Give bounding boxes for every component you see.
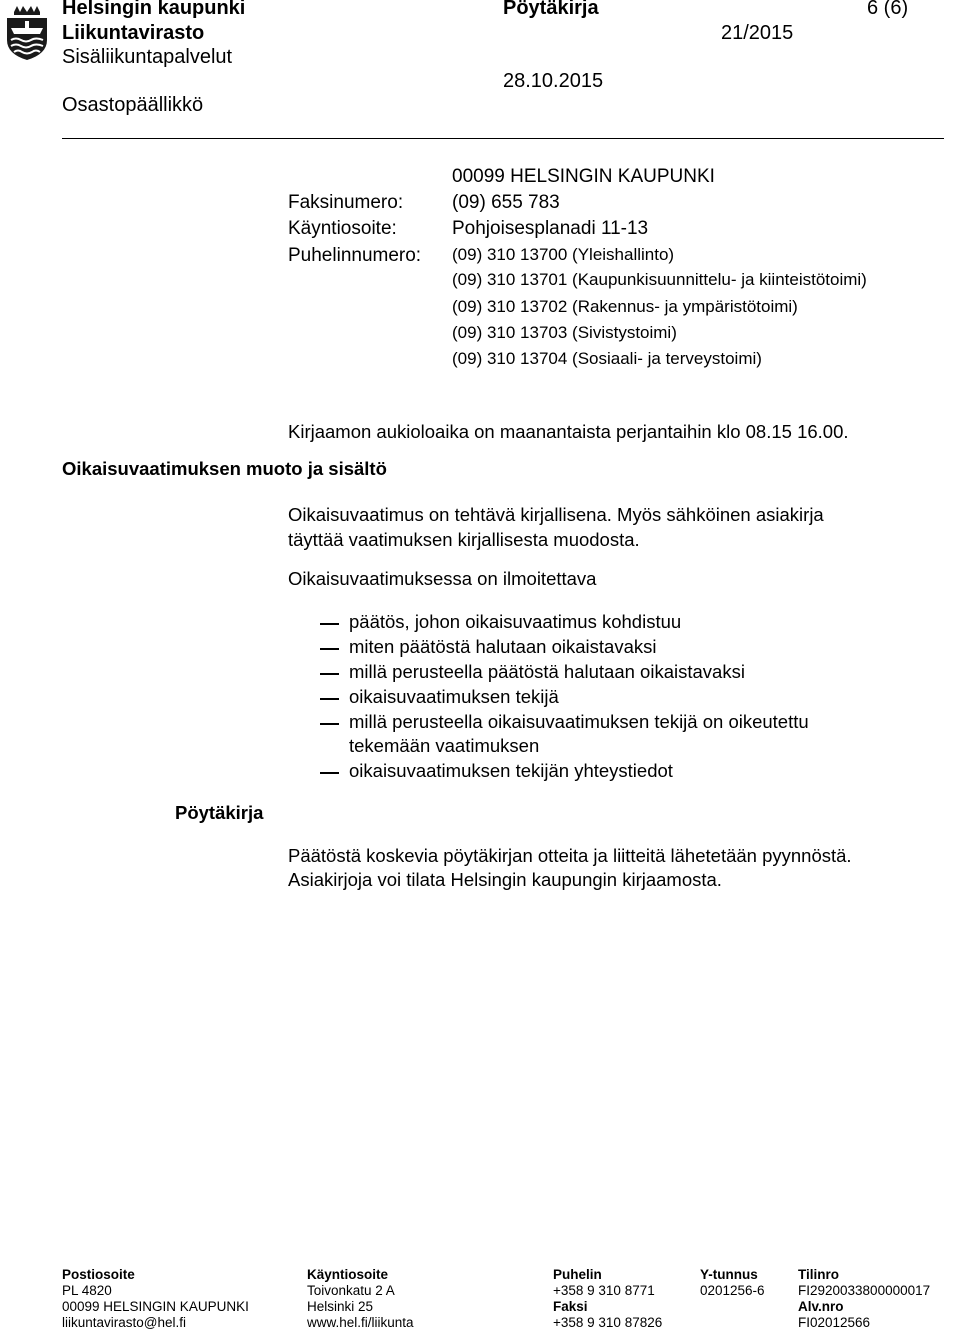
footer-phone-value: +358 9 310 8771 xyxy=(553,1283,655,1298)
footer-website: www.hel.fi/liikunta xyxy=(307,1315,414,1330)
org-name: Helsingin kaupunki xyxy=(62,0,246,19)
unit-name: Sisäliikuntapalvelut xyxy=(62,46,233,68)
section-heading-form: Oikaisuvaatimuksen muoto ja sisältö xyxy=(62,458,387,479)
minutes-line: Päätöstä koskevia pöytäkirjan otteita ja liitteitä lähetetään pyynnöstä. xyxy=(288,845,852,866)
page-number: 6 (6) xyxy=(867,0,909,19)
visit-value: Pohjoisesplanadi 11-13 xyxy=(452,218,649,239)
list-item-continuation: tekemään vaatimuksen xyxy=(349,735,540,756)
list-dash xyxy=(320,723,339,725)
phone-line: (09) 310 13703 (Sivistystoimi) xyxy=(452,323,677,342)
document-type: Pöytäkirja xyxy=(503,0,599,19)
document-date: 28.10.2015 xyxy=(503,70,604,92)
footer-ytunnus-heading: Y-tunnus xyxy=(700,1267,758,1282)
list-item: millä perusteella oikaisuvaatimuksen tekijä on oikeutettu xyxy=(349,711,809,732)
list-item: oikaisuvaatimuksen tekijän yhteystiedot xyxy=(349,760,673,781)
phone-line: (09) 310 13704 (Sosiaali- ja terveystoimi) xyxy=(452,349,762,368)
footer-postal-line: 00099 HELSINGIN KAUPUNKI xyxy=(62,1299,249,1314)
footer-alv-value: FI02012566 xyxy=(798,1315,871,1330)
address-line: 00099 HELSINGIN KAUPUNKI xyxy=(452,166,715,187)
list-item: päätös, johon oikaisuvaatimus kohdistuu xyxy=(349,611,682,632)
list-dash xyxy=(320,623,339,625)
footer-visit-line: Toivonkatu 2 A xyxy=(307,1283,395,1298)
list-dash xyxy=(320,772,339,774)
header-divider xyxy=(62,138,944,139)
footer-tilinro-heading: Tilinro xyxy=(798,1267,840,1282)
footer-visit-heading: Käyntiosoite xyxy=(307,1267,389,1282)
section-heading-minutes: Pöytäkirja xyxy=(175,802,264,823)
form-paragraph-line: täyttää vaatimuksen kirjallisesta muodosta. xyxy=(288,529,640,550)
list-item: millä perusteella päätöstä halutaan oikaistavaksi xyxy=(349,661,745,682)
list-item: oikaisuvaatimuksen tekijä xyxy=(349,686,559,707)
department-name: Liikuntavirasto xyxy=(62,22,205,44)
footer-alv-heading: Alv.nro xyxy=(798,1299,844,1314)
minutes-line: Asiakirjoja voi tilata Helsingin kaupungin kirjaamosta. xyxy=(288,869,722,890)
list-dash xyxy=(320,648,339,650)
footer-ytunnus-value: 0201256-6 xyxy=(700,1283,765,1298)
list-item: miten päätöstä halutaan oikaistavaksi xyxy=(349,636,657,657)
phone-line: (09) 310 13701 (Kaupunkisuunnittelu- ja kiinteistötoimi) xyxy=(452,270,867,289)
fax-value: (09) 655 783 xyxy=(452,192,560,213)
fax-label: Faksinumero: xyxy=(288,192,404,213)
form-paragraph-line: Oikaisuvaatimus on tehtävä kirjallisena. Myös sähköinen asiakirja xyxy=(288,504,824,525)
official-title: Osastopäällikkö xyxy=(62,94,204,116)
footer-fax-value: +358 9 310 87826 xyxy=(553,1315,663,1330)
footer-postal-heading: Postiosoite xyxy=(62,1267,135,1282)
phone-label: Puhelinnumero: xyxy=(288,245,422,266)
footer-fax-heading: Faksi xyxy=(553,1299,588,1314)
footer-visit-line: Helsinki 25 xyxy=(307,1299,374,1314)
footer-email: liikuntavirasto@hel.fi xyxy=(62,1315,187,1330)
phone-line: (09) 310 13700 (Yleishallinto) xyxy=(452,245,675,264)
office-hours: Kirjaamon aukioloaika on maanantaista perjantaihin klo 08.15 16.00. xyxy=(288,421,849,442)
form-paragraph-intro: Oikaisuvaatimuksessa on ilmoitettava xyxy=(288,568,597,589)
document-number: 21/2015 xyxy=(721,22,794,44)
footer-tilinro-value: FI2920033800000017 xyxy=(798,1283,931,1298)
helsinki-crest-logo xyxy=(4,4,50,62)
list-dash xyxy=(320,673,339,675)
footer-postal-line: PL 4820 xyxy=(62,1283,112,1298)
phone-line: (09) 310 13702 (Rakennus- ja ympäristötoimi) xyxy=(452,297,798,316)
footer-phone-heading: Puhelin xyxy=(553,1267,602,1282)
visit-label: Käyntiosoite: xyxy=(288,218,397,239)
list-dash xyxy=(320,698,339,700)
